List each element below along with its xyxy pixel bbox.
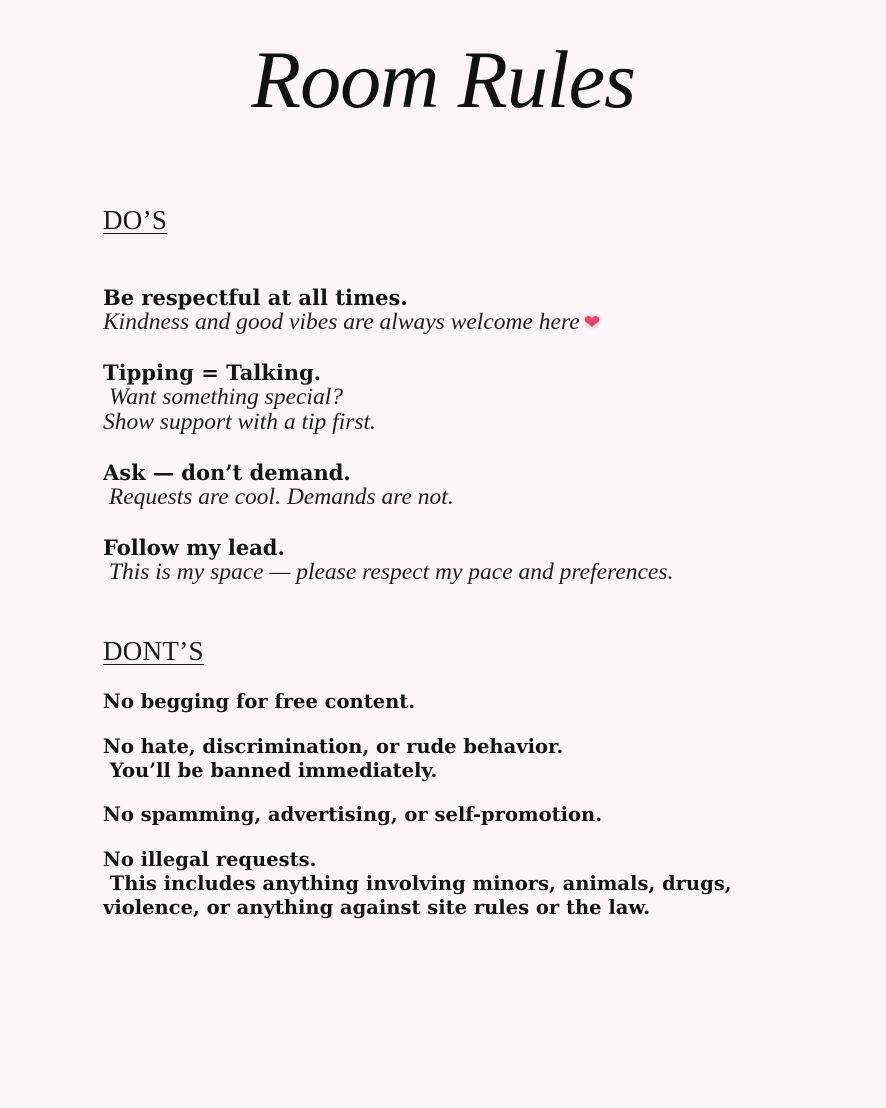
dont-rule-illegal xyxy=(103,848,823,920)
dont-rule-line: You’ll be banned immediately. xyxy=(103,759,438,782)
dont-rule-begging xyxy=(103,690,823,714)
rule-description-line: This is my space — please respect my pace and preferences. xyxy=(103,559,674,585)
rule-description-line: Kindness and good vibes are always welcome here xyxy=(103,309,580,335)
dont-rule-hate xyxy=(103,735,823,783)
dos-heading: DO’S xyxy=(103,205,168,235)
do-rule-follow xyxy=(103,535,803,585)
do-rule-ask xyxy=(103,460,803,510)
rule-description-line: Requests are cool. Demands are not. xyxy=(103,484,454,510)
page-title: Room Rules xyxy=(251,34,635,125)
dont-rule-line: This includes anything involving minors, animals, drugs, xyxy=(103,872,732,895)
rule-title: Follow my lead. xyxy=(103,535,285,560)
do-rule-tipping xyxy=(103,360,803,435)
dont-rule-line: No hate, discrimination, or rude behavior. xyxy=(103,735,564,758)
dont-rule-line: No illegal requests. xyxy=(103,848,317,871)
dont-rule-spamming xyxy=(103,803,823,827)
heart-emoji-icon: ❤ xyxy=(583,312,601,334)
rule-title: Be respectful at all times. xyxy=(103,285,408,310)
dont-rule-line: No spamming, advertising, or self-promotion. xyxy=(103,803,602,826)
rule-title: Tipping = Talking. xyxy=(103,360,322,385)
do-rule-respectful xyxy=(103,285,803,336)
rule-description-line: Want something special? xyxy=(103,384,343,410)
dont-rule-line: violence, or anything against site rules or the law. xyxy=(103,896,650,919)
rule-title: Ask — don’t demand. xyxy=(103,460,351,485)
donts-heading: DONT’S xyxy=(103,636,204,666)
dont-rule-line: No begging for free content. xyxy=(103,690,416,713)
rule-description xyxy=(103,310,803,336)
rule-description-line: Show support with a tip first. xyxy=(103,409,376,435)
